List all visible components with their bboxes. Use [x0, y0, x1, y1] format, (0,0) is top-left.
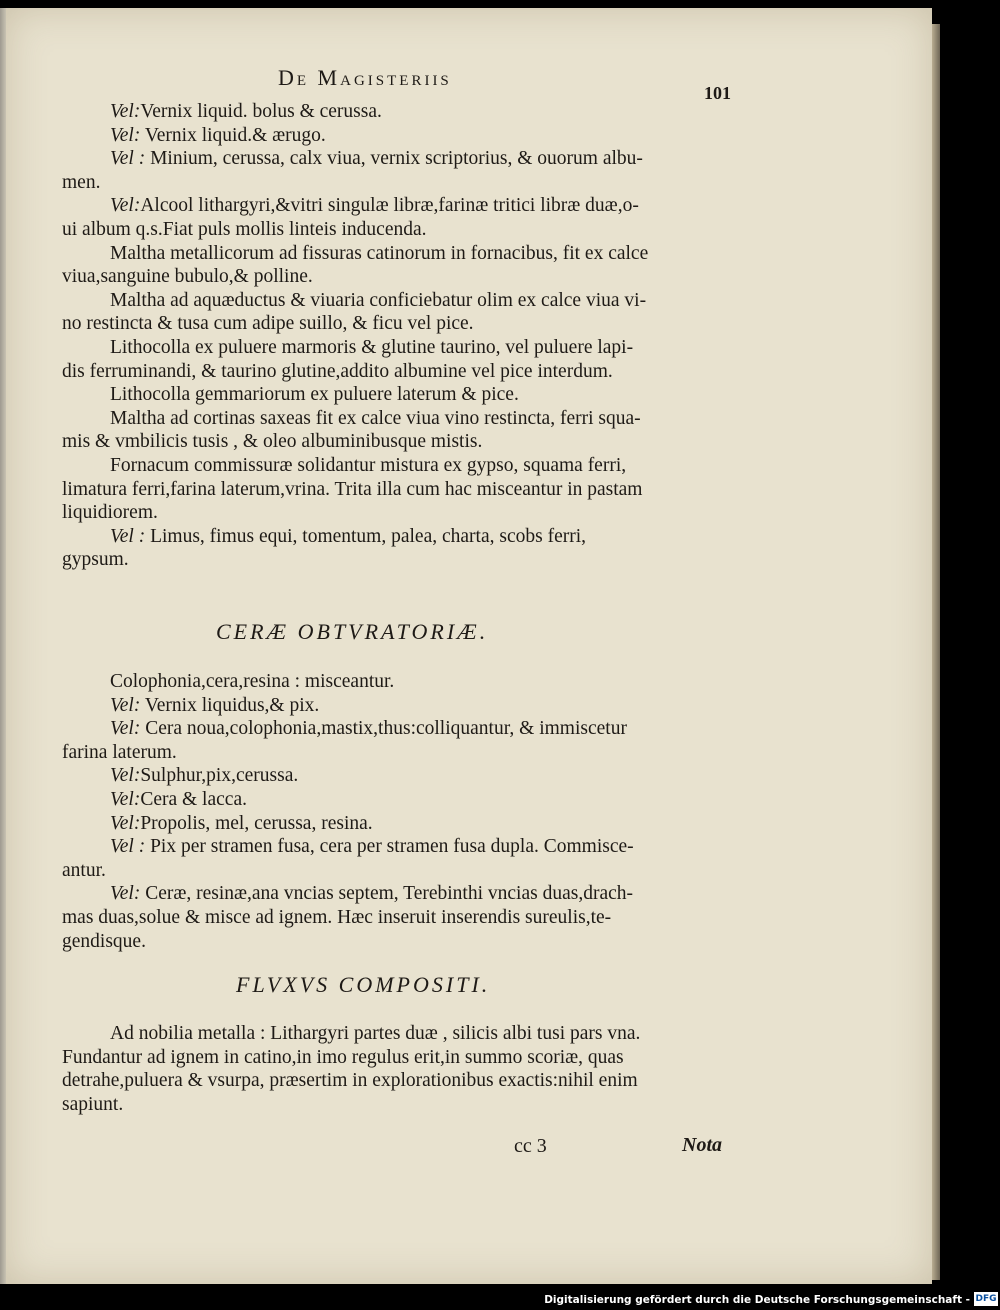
text-line	[62, 1093, 742, 1117]
line-text: antur.	[62, 859, 106, 881]
vel-marker: Vel:	[110, 694, 141, 716]
section-heading-cerae: CERÆ OBTVRATORIÆ.	[216, 619, 489, 644]
line-text: Fundantur ad ignem in catino,in imo regulus erit,in summo scoriæ, quas	[62, 1046, 624, 1068]
line-text: Pix per stramen fusa, cera per stramen fusa dupla. Commisce-	[145, 836, 634, 858]
text-line	[62, 788, 742, 812]
line-text: Ceræ, resinæ,ana vncias septem, Terebinthi vncias duas,drach-	[140, 883, 633, 905]
vel-marker: Vel:	[110, 195, 141, 217]
line-text: Lithocolla gemmariorum ex puluere laterum & pice.	[110, 384, 519, 406]
vel-marker: Vel:	[110, 812, 141, 834]
text-line	[62, 1069, 742, 1093]
line-text: gypsum.	[62, 549, 129, 571]
line-text: Maltha ad aquæductus & viuaria conficiebatur olim ex calce viua vi-	[110, 289, 647, 311]
line-text: Lithocolla ex puluere marmoris & glutine taurino, vel puluere lapi-	[110, 336, 634, 358]
book-page	[6, 8, 932, 1284]
text-line	[62, 454, 742, 478]
line-text: limatura ferri,farina laterum,vrina. Trita illa cum hac misceantur in pastam	[62, 478, 643, 500]
line-text: Vernix liquidus,& pix.	[140, 694, 320, 716]
text-line	[62, 741, 742, 765]
line-text: Ad nobilia metalla : Lithargyri partes duæ , silicis albi tusi pars vna.	[110, 1023, 641, 1044]
text-line	[62, 336, 742, 360]
digitization-credit: Digitalisierung gefördert durch die Deutsche Forschungsgemeinschaft -	[544, 1294, 970, 1306]
signature-mark: cc 3	[514, 1135, 547, 1157]
line-text: Maltha metallicorum ad fissuras catinorum in fornacibus, fit ex calce	[110, 242, 649, 264]
text-line	[62, 265, 742, 289]
text-line	[62, 1022, 742, 1046]
line-text: sapiunt.	[62, 1093, 124, 1115]
running-head: De Magisteriis	[278, 65, 452, 90]
line-text: mas duas,solue & misce ad ignem. Hæc inseruit inserendis sureulis,te-	[62, 906, 612, 928]
line-text: Vernix liquid. bolus & cerussa.	[140, 101, 382, 122]
text-line	[62, 835, 742, 859]
vel-marker: Vel :	[110, 836, 146, 858]
section-heading-fluxus: FLVXVS COMPOSITI.	[236, 972, 491, 997]
dfg-logo: DFG	[975, 1294, 997, 1304]
line-text: Propolis, mel, cerussa, resina.	[140, 812, 373, 834]
text-line	[62, 812, 742, 836]
text-line	[62, 289, 742, 313]
text-line	[62, 360, 742, 384]
line-text: Alcool lithargyri,&vitri singulæ libræ,farinæ tritici libræ duæ,o-	[140, 195, 639, 217]
text-line	[62, 525, 742, 549]
text-line	[62, 694, 742, 718]
vel-marker: Vel:	[110, 124, 141, 146]
text-line	[62, 100, 742, 124]
line-text: Vernix liquid.& ærugo.	[140, 124, 326, 146]
text-line	[62, 1046, 742, 1070]
line-text: detrahe,puluera & vsurpa, præsertim in explorationibus exactis:nihil enim	[62, 1070, 638, 1092]
vel-marker: Vel:	[110, 788, 141, 810]
line-text: Maltha ad cortinas saxeas fit ex calce viua vino restincta, ferri squa-	[110, 407, 641, 429]
text-line	[62, 764, 742, 788]
line-text: Cera & lacca.	[140, 788, 247, 810]
text-line	[62, 906, 742, 930]
text-line	[62, 882, 742, 906]
line-text: Limus, fimus equi, tomentum, palea, charta, scobs ferri,	[145, 525, 587, 547]
line-text: Sulphur,pix,cerussa.	[140, 765, 299, 787]
line-text: viua,sanguine bubulo,& polline.	[62, 266, 313, 288]
section-3-body	[62, 1022, 742, 1116]
line-text: dis ferruminandi, & taurino glutine,addito albumine vel pice interdum.	[62, 360, 613, 382]
text-line	[62, 930, 742, 954]
line-text: farina laterum.	[62, 741, 177, 763]
text-line	[62, 242, 742, 266]
vel-marker: Vel:	[110, 101, 141, 122]
text-line	[62, 859, 742, 883]
text-line	[62, 124, 742, 148]
section-1-body	[62, 100, 742, 572]
page-edge	[932, 24, 940, 1280]
text-line	[62, 717, 742, 741]
line-text: mis & vmbilicis tusis , & oleo albuminibusque mistis.	[62, 431, 483, 453]
line-text: liquidiorem.	[62, 502, 158, 524]
vel-marker: Vel :	[110, 525, 146, 547]
text-line	[62, 407, 742, 431]
line-text: men.	[62, 171, 101, 193]
text-line	[62, 171, 742, 195]
line-text: ui album q.s.Fiat puls mollis linteis inducenda.	[62, 218, 427, 240]
text-line	[62, 548, 742, 572]
vel-marker: Vel:	[110, 718, 141, 740]
folio-number: 101	[704, 83, 731, 103]
line-text: no restincta & tusa cum adipe suillo, & ficu vel pice.	[62, 313, 474, 335]
text-line	[62, 194, 742, 218]
line-text: Colophonia,cera,resina : misceantur.	[110, 671, 395, 692]
catchword: Nota	[682, 1134, 722, 1156]
text-line	[62, 218, 742, 242]
section-2-body	[62, 670, 742, 953]
text-line	[62, 147, 742, 171]
text-line	[62, 501, 742, 525]
text-line	[62, 670, 742, 694]
text-line	[62, 312, 742, 336]
vel-marker: Vel:	[110, 765, 141, 787]
line-text: gendisque.	[62, 930, 146, 952]
text-line	[62, 430, 742, 454]
line-text: Fornacum commissuræ solidantur mistura ex gypso, squama ferri,	[110, 454, 627, 476]
vel-marker: Vel:	[110, 883, 141, 905]
line-text: Cera noua,colophonia,mastix,thus:colliquantur, & immiscetur	[140, 718, 627, 740]
text-line	[62, 383, 742, 407]
text-line	[62, 478, 742, 502]
vel-marker: Vel :	[110, 148, 146, 170]
line-text: Minium, cerussa, calx viua, vernix scriptorius, & ouorum albu-	[145, 148, 643, 170]
